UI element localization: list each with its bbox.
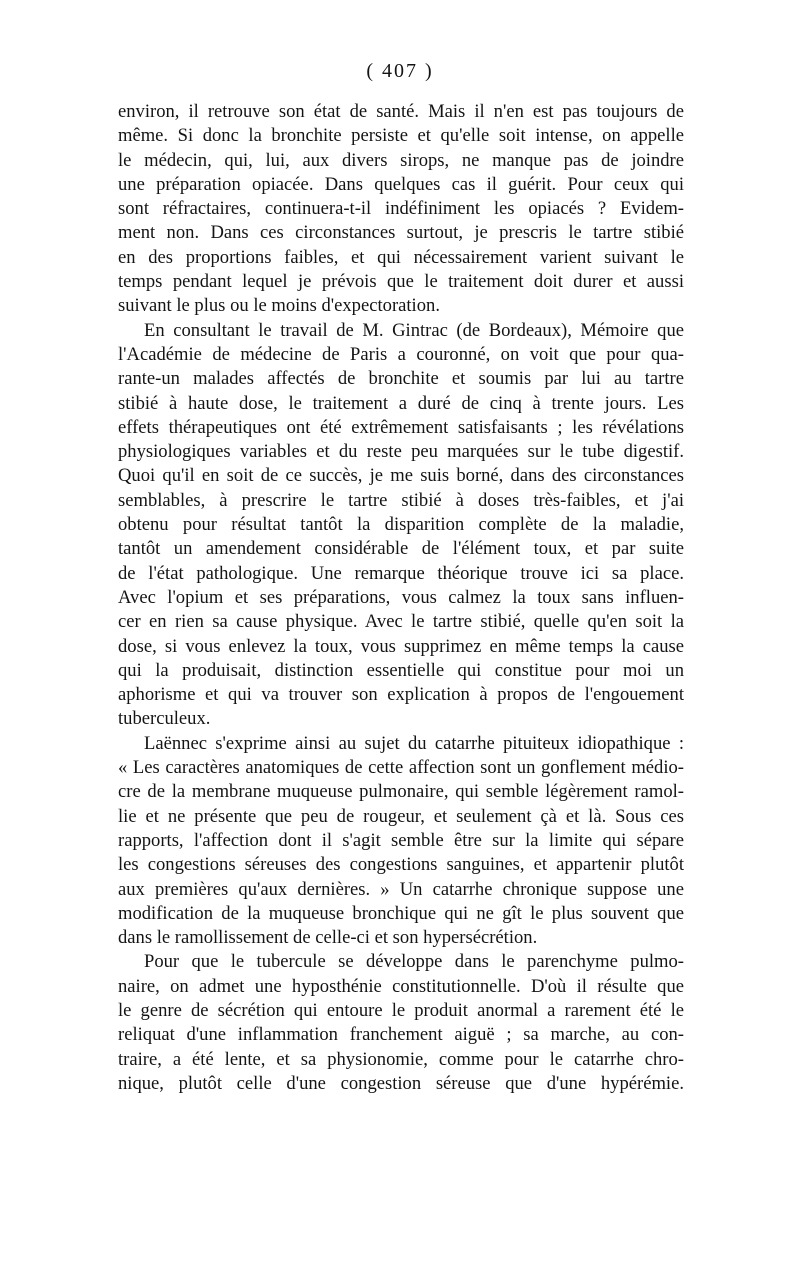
text-line: environ, il retrouve son état de santé. Mais il n'en est pas toujours de xyxy=(118,101,684,122)
text-line: nique, plutôt celle d'une congestion séreuse que d'une hypérémie. xyxy=(118,1072,684,1094)
text-line: tuberculeux. xyxy=(118,708,211,730)
text-line: suivant le plus ou le moins d'expectoration. xyxy=(118,295,440,317)
text-line: aphorisme et qui va trouver son explication à propos de l'engouement xyxy=(118,684,684,706)
text-line: Quoi qu'il en soit de ce succès, je me suis borné, dans des circonstances xyxy=(118,465,684,487)
text-line: en des proportions faibles, et qui nécessairement varient suivant le xyxy=(118,246,684,268)
text-line: physiologiques variables et du reste peu marquées sur le tube digestif. xyxy=(118,441,684,463)
text-line: rapports, l'affection dont il s'agit semble être sur la limite qui sépare xyxy=(118,829,684,851)
text-line: temps pendant lequel je prévois que le traitement doit durer et aussi xyxy=(118,271,684,293)
text-line: semblables, à prescrire le tartre stibié à doses très-faibles, et j'ai xyxy=(118,489,684,511)
text-line: dose, si vous enlevez la toux, vous supprimez en même temps la cause xyxy=(118,635,684,657)
text-line: de l'état pathologique. Une remarque théorique trouve ici sa place. xyxy=(118,562,684,584)
text-line: qui la produisait, distinction essentielle qui constitue pour moi un xyxy=(118,659,684,681)
text-line: Laënnec s'exprime ainsi au sujet du catarrhe pituiteux idiopathique : xyxy=(144,732,684,754)
text-line: cre de la membrane muqueuse pulmonaire, qui semble légèrement ramol- xyxy=(118,781,684,803)
text-line: l'Académie de médecine de Paris a couronné, on voit que pour qua- xyxy=(118,343,684,365)
text-line: cer en rien sa cause physique. Avec le tartre stibié, quelle qu'en soit la xyxy=(118,611,684,633)
text-line: une préparation opiacée. Dans quelques cas il guérit. Pour ceux qui xyxy=(118,173,684,195)
page-number: ( 407 ) xyxy=(366,60,434,82)
text-line: le genre de sécrétion qui entoure le produit anormal a rarement été le xyxy=(118,999,684,1021)
text-line: Pour que le tubercule se développe dans le parenchyme pulmo- xyxy=(144,951,684,973)
text-line: rante-un malades affectés de bronchite et soumis par lui au tartre xyxy=(118,368,684,390)
text-line: « Les caractères anatomiques de cette affection sont un gonflement médio- xyxy=(118,757,684,779)
text-line: traire, a été lente, et sa physionomie, comme pour le catarrhe chro- xyxy=(118,1048,684,1070)
body-text xyxy=(118,100,684,1096)
text-line: ment non. Dans ces circonstances surtout, je prescris le tartre stibié xyxy=(118,222,684,244)
text-line: effets thérapeutiques ont été extrêmement satisfaisants ; les révélations xyxy=(118,416,684,438)
text-line: lie et ne présente que peu de rougeur, et seulement çà et là. Sous ces xyxy=(118,805,684,827)
text-line: sont réfractaires, continuera-t-il indéfiniment les opiacés ? Evidem- xyxy=(118,198,684,220)
text-line: tantôt un amendement considérable de l'élément toux, et par suite xyxy=(118,538,684,560)
text-line: En consultant le travail de M. Gintrac (de Bordeaux), Mémoire que xyxy=(144,319,684,341)
text-line: modification de la muqueuse bronchique qui ne gît le plus souvent que xyxy=(118,902,684,924)
text-line: Avec l'opium et ses préparations, vous calmez la toux sans influen- xyxy=(118,586,684,608)
text-line: même. Si donc la bronchite persiste et qu'elle soit intense, on appelle xyxy=(118,125,684,147)
text-line: les congestions séreuses des congestions sanguines, et appartenir plutôt xyxy=(118,854,684,876)
text-line: naire, on admet une hyposthénie constitutionnelle. D'où il résulte que xyxy=(118,975,684,997)
text-line: aux premières qu'aux dernières. » Un catarrhe chronique suppose une xyxy=(118,878,684,900)
text-line: dans le ramollissement de celle-ci et son hypersécrétion. xyxy=(118,927,538,949)
text-line: stibié à haute dose, le traitement a duré de cinq à trente jours. Les xyxy=(118,392,684,414)
text-line: obtenu pour résultat tantôt la disparition complète de la maladie, xyxy=(118,514,684,536)
text-line: reliquat d'une inflammation franchement aiguë ; sa marche, au con- xyxy=(118,1024,684,1046)
text-line: le médecin, qui, lui, aux divers sirops, ne manque pas de joindre xyxy=(118,149,684,171)
